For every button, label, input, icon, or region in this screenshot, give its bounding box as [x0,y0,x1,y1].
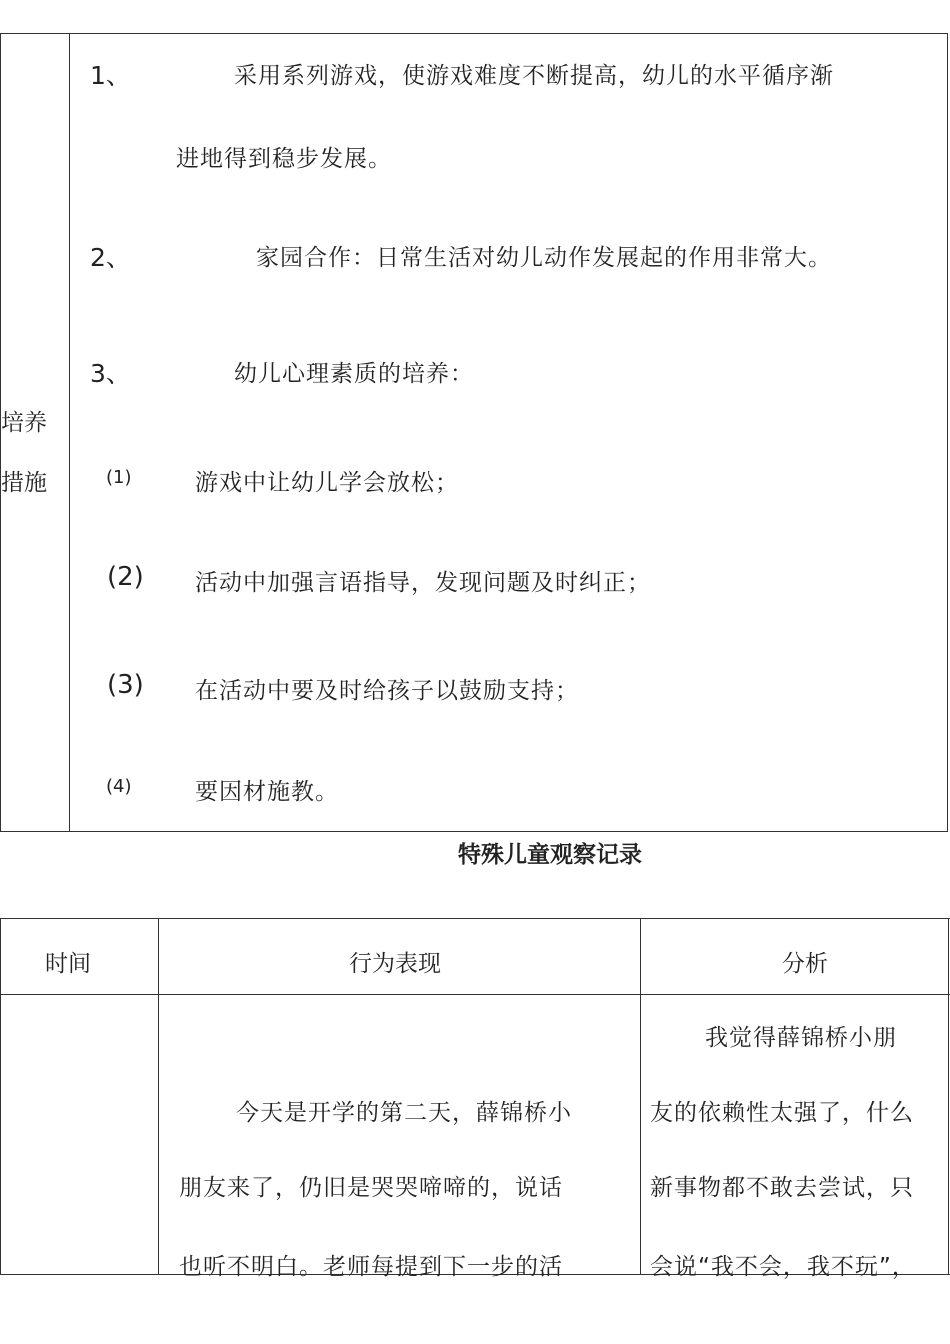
item-3-number: 3、 [90,359,131,388]
table-column-divider [69,33,70,832]
row-label-line2: 措施 [1,470,47,496]
analysis-line-2: 友的依赖性太强了，什么 [650,1100,914,1126]
subitem-3-text: 在活动中要及时给孩子以鼓励支持； [195,678,579,704]
column-divider-2 [640,918,641,1274]
analysis-line-1: 我觉得薛锦桥小朋 [705,1025,897,1051]
header-time: 时间 [45,951,91,977]
analysis-line-3: 新事物都不敢去尝试，只 [650,1175,914,1201]
item-1-text-line1: 采用系列游戏，使游戏难度不断提高，幼儿的水平循序渐 [234,63,834,89]
measures-table [0,33,948,832]
table-border-left [0,918,1,1274]
table-border-top [0,918,950,919]
item-1-text-line2: 进地得到稳步发展。 [176,146,392,172]
item-2-number: 2、 [90,243,131,272]
header-row-divider [0,994,950,995]
table-border-right [948,918,949,1274]
header-analysis: 分析 [782,951,828,977]
item-1-number: 1、 [90,61,131,90]
behavior-line-1: 今天是开学的第二天，薛锦桥小 [236,1100,572,1126]
item-3-text: 幼儿心理素质的培养： [234,361,474,387]
item-2-text: 家园合作：日常生活对幼儿动作发展起的作用非常大。 [256,245,832,271]
behavior-line-2: 朋友来了，仍旧是哭哭啼啼的，说话 [179,1175,563,1201]
subitem-2-number: (2) [107,562,144,592]
behavior-line-3: 也听不明白。老师每提到下一步的活 [179,1254,563,1280]
header-behavior: 行为表现 [349,951,441,977]
subitem-4-number: (4) [106,776,132,797]
subitem-1-text: 游戏中让幼儿学会放松； [195,470,459,496]
subitem-3-number: (3) [107,670,144,700]
column-divider-1 [158,918,159,1274]
subitem-2-text: 活动中加强言语指导，发现问题及时纠正； [195,570,651,596]
subitem-1-number: (1) [106,467,132,488]
subitem-4-text: 要因材施教。 [195,779,339,805]
row-label-line1: 培养 [1,410,47,436]
analysis-line-4: 会说“我不会，我不玩”， [650,1254,916,1280]
record-title: 特殊儿童观察记录 [458,842,642,868]
